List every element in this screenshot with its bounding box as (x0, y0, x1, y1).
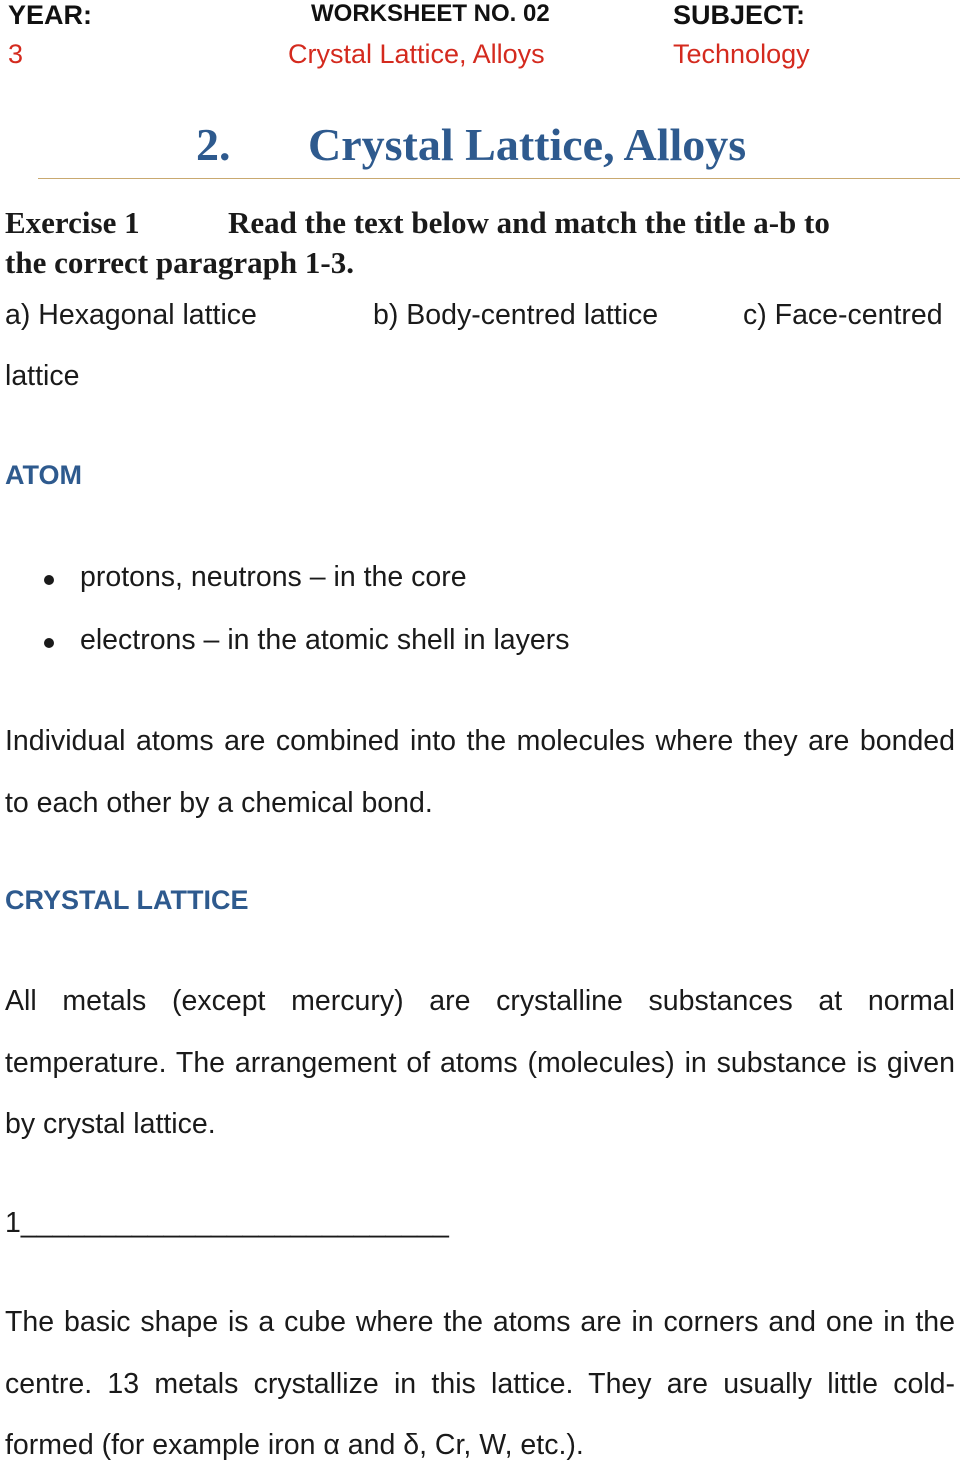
body-centred-paragraph: The basic shape is a cube where the atoms are in corners and one in the centre. 13 metals crystallize in this lattice. They are usually little cold-formed (for example iron α and δ, Cr, W, etc.). (5, 1306, 955, 1461)
atom-heading: ATOM (5, 460, 82, 490)
title-number: 2. (196, 119, 231, 170)
bullet-icon (44, 575, 54, 585)
year-value: 3 (8, 39, 24, 69)
worksheet-label: WORKSHEET NO. 02 (311, 0, 550, 27)
worksheet-value: Crystal Lattice, Alloys (288, 39, 545, 69)
bullet-icon (44, 638, 54, 648)
atom-paragraph: Individual atoms are combined into the molecules where they are bonded to each other by a chemical bond. (5, 725, 955, 819)
option-a: a) Hexagonal lattice (5, 299, 257, 331)
exercise-label: Exercise 1 (5, 205, 140, 240)
atom-bullet-2: electrons – in the atomic shell in layers (80, 624, 570, 656)
option-c: c) Face-centred (743, 299, 943, 331)
atom-bullet-1: protons, neutrons – in the core (80, 561, 467, 593)
crystal-lattice-heading: CRYSTAL LATTICE (5, 885, 249, 915)
answer-blank-1: 1___________________________ (5, 1207, 449, 1239)
option-b: b) Body-centred lattice (373, 299, 659, 331)
page-title (196, 118, 746, 171)
title-underline (38, 178, 960, 179)
exercise-instruction-cont: the correct paragraph 1-3. (5, 245, 354, 280)
crystal-lattice-paragraph: All metals (except mercury) are crystalline substances at normal temperature. The arrangement of atoms (molecules) in substance is given by crystal lattice. (5, 985, 955, 1140)
subject-value: Technology (673, 39, 810, 69)
year-label: YEAR: (8, 0, 93, 30)
title-text: Crystal Lattice, Alloys (308, 119, 747, 170)
exercise-instruction: Read the text below and match the title a-b to (228, 205, 830, 240)
subject-label: SUBJECT: (673, 0, 806, 30)
option-c-continued: lattice (5, 360, 80, 392)
